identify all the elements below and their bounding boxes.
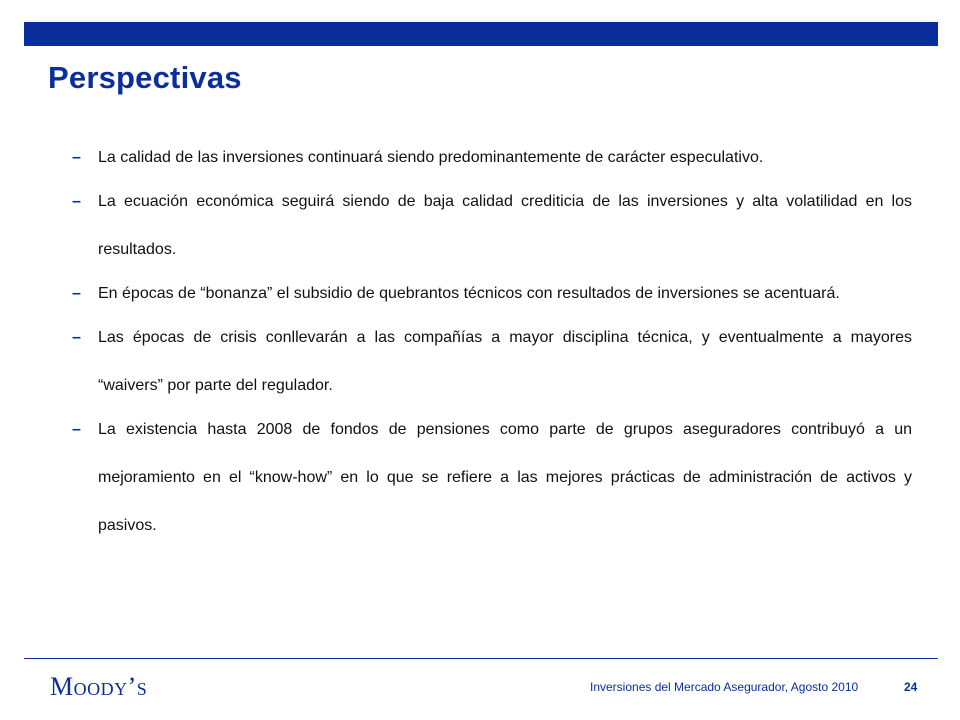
bullet-dash: – [72,329,81,346]
bullet-dash: – [72,193,81,210]
footer-divider [24,658,938,659]
bullet-item [72,314,912,410]
bullet-dash: – [72,285,81,302]
bullet-text: En épocas de “bonanza” el subsidio de quebrantos técnicos con resultados de inversiones se acentuará. [98,285,840,302]
bullet-text: Las épocas de crisis conllevarán a las compañías a mayor disciplina técnica, y eventualmente a mayores “waivers” por parte del regulador. [98,329,912,394]
bullet-text: La ecuación económica seguirá siendo de baja calidad crediticia de las inversiones y alta volatilidad en los resultados. [98,193,912,258]
bullet-item [72,406,912,550]
bullet-item [72,270,912,318]
footer-caption: Inversiones del Mercado Asegurador, Agosto 2010 [590,680,859,694]
bullet-dash: – [72,421,81,438]
page-number: 24 [904,680,918,694]
header-bar [24,22,938,46]
bullet-list [72,134,912,550]
bullet-text: La existencia hasta 2008 de fondos de pensiones como parte de grupos aseguradores contribuyó a un mejoramiento en el “know-how” en lo que se refiere a las mejores prácticas de administración de activos y pasivos. [98,421,912,534]
moodys-logo: Moody’s [50,672,148,701]
bullet-item [72,178,912,274]
bullet-dash: – [72,149,81,166]
bullet-item [72,134,912,182]
page-title: Perspectivas [48,60,242,95]
bullet-text: La calidad de las inversiones continuará siendo predominantemente de carácter especulativo. [98,149,764,166]
